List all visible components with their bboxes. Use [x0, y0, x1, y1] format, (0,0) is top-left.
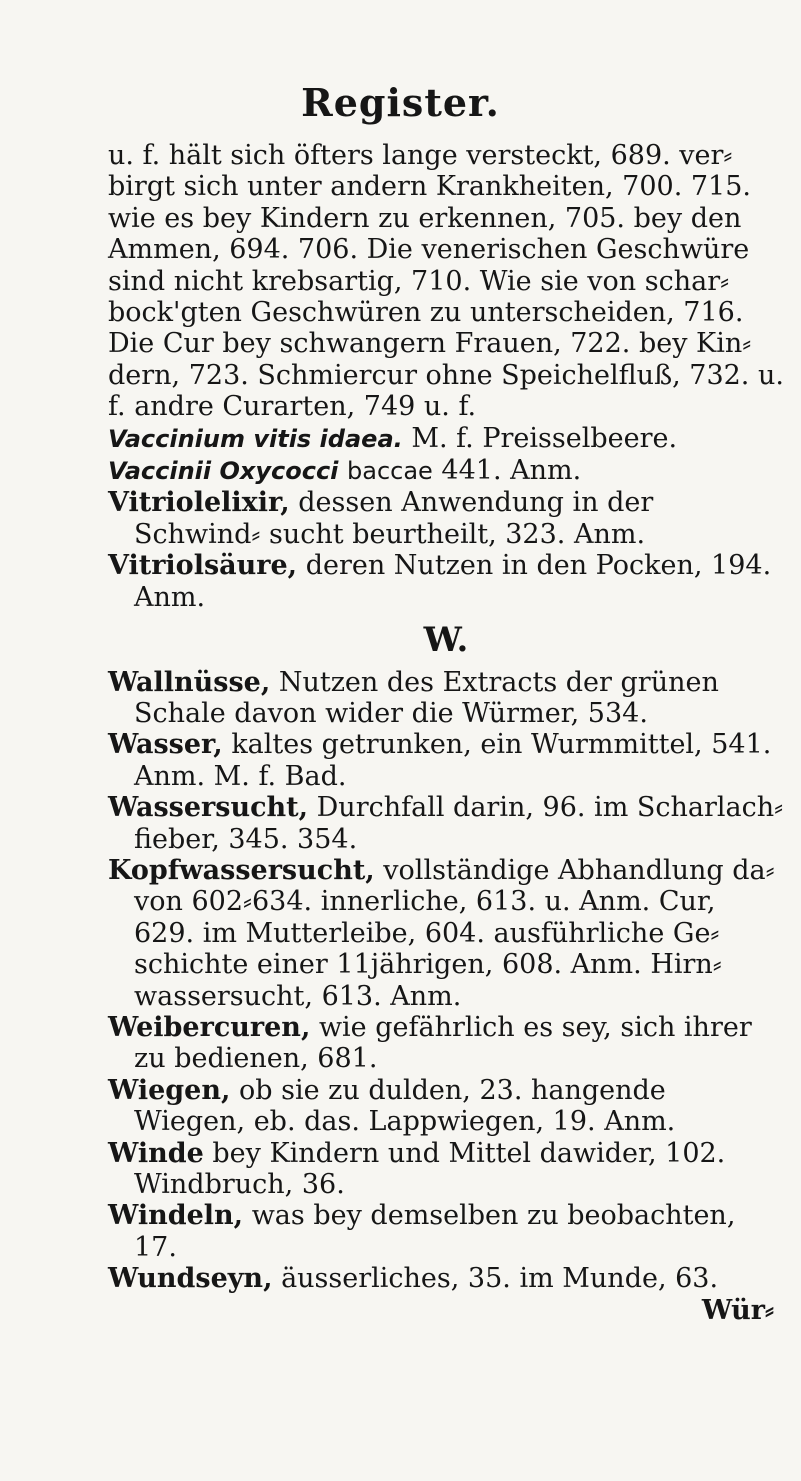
entry-text: 441. Anm. — [441, 455, 582, 487]
entry-kopfwassersucht — [108, 855, 784, 1012]
entry-weibercuren — [108, 1012, 784, 1075]
catchword: Wür⸗ — [701, 1294, 774, 1326]
entry-headword: Wassersucht, — [108, 792, 309, 824]
entry-text: kaltes getrunken, ein Wurmmittel, 541. Anm. M. f. Bad. — [134, 729, 772, 792]
entry-headword: Winde — [108, 1137, 204, 1169]
entry-text: u. f. hält sich öfters lange versteckt, 689. ver⸗ birgt sich unter andern Krankheiten, 700. 715. wie es bey Kindern zu erkennen, 705. bey den Ammen, 694. 706. Die venerischen Geschwüre sind nicht krebsartig, 710. Wie sie von schar⸗ bock'gten Geschwüren zu unterscheiden, 716. Die Cur bey schwangern Frauen, 722. bey Kin⸗ dern, 723. Schmiercur ohne Speichelfluß, 732. u. f. andre Curarten, 749 u. f. — [108, 140, 784, 423]
entry-headword: Kopfwassersucht, — [108, 854, 375, 886]
entry-vitriolsaeure — [108, 550, 784, 613]
entry-text: äusserliches, 35. im Munde, 63. — [281, 1263, 719, 1295]
entry-winde — [108, 1138, 784, 1201]
entry-text: M. f. Preisselbeere. — [411, 422, 678, 454]
entry-headword: Weibercuren, — [108, 1011, 311, 1043]
entry-headword: Vitriolelixir, — [108, 487, 290, 519]
entry-text: bey Kindern und Mittel dawider, 102. Windbruch, 36. — [134, 1137, 726, 1200]
entry-latin-headword: Vaccinium vitis idaea. — [108, 424, 403, 453]
entry-wallnuesse — [108, 667, 784, 730]
page-header: Register. — [301, 80, 500, 125]
entry-text: dessen Anwendung in der Schwind⸗ sucht beurtheilt, 323. Anm. — [134, 487, 654, 550]
entry-wasser — [108, 729, 784, 792]
entry-text: Durchfall darin, 96. im Scharlach⸗ fieber, 345. 354. — [134, 792, 784, 855]
entry-headword: Wundseyn, — [108, 1263, 273, 1295]
entry-headword: Wasser, — [108, 729, 223, 761]
entry-latin-headword: Vaccinii Oxycocci — [108, 457, 339, 486]
entry-wassersucht — [108, 792, 784, 855]
entry-vitriolelixir — [108, 487, 784, 550]
entry-vaccinii — [108, 455, 784, 487]
section-letter: W. — [423, 620, 469, 661]
continued-entry — [108, 140, 784, 423]
register-body — [108, 140, 784, 1326]
entry-text: vollständige Abhandlung da⸗ von 602⸗634. innerliche, 613. u. Anm. Cur, 629. im Mutterleibe, 604. ausführliche Ge⸗ schichte einer 11jährigen, 608. Anm. Hirn⸗ wassersucht, 613. Anm. — [134, 854, 775, 1012]
entry-text: ob sie zu dulden, 23. hangende Wiegen, eb. das. Lappwiegen, 19. Anm. — [134, 1074, 676, 1138]
entry-headword: Wallnüsse, — [108, 666, 271, 698]
entry-headword: Wiegen, — [108, 1074, 231, 1106]
entry-latin-word: baccae — [347, 457, 433, 486]
entry-text: deren Nutzen in den Pocken, 194. Anm. — [134, 550, 772, 613]
entry-windeln — [108, 1200, 784, 1263]
entry-headword: Windeln, — [108, 1200, 244, 1232]
entry-text: was bey demselben zu beobachten, 17. — [134, 1200, 736, 1263]
entry-vaccinium — [108, 423, 784, 455]
entry-headword: Vitriolsäure, — [108, 550, 298, 582]
entry-wundseyn — [108, 1263, 784, 1294]
entry-text: Nutzen des Extracts der grünen Schale davon wider die Würmer, 534. — [134, 666, 719, 729]
entry-text: wie gefährlich es sey, sich ihrer zu bedienen, 681. — [134, 1011, 752, 1075]
entry-wiegen — [108, 1075, 784, 1138]
